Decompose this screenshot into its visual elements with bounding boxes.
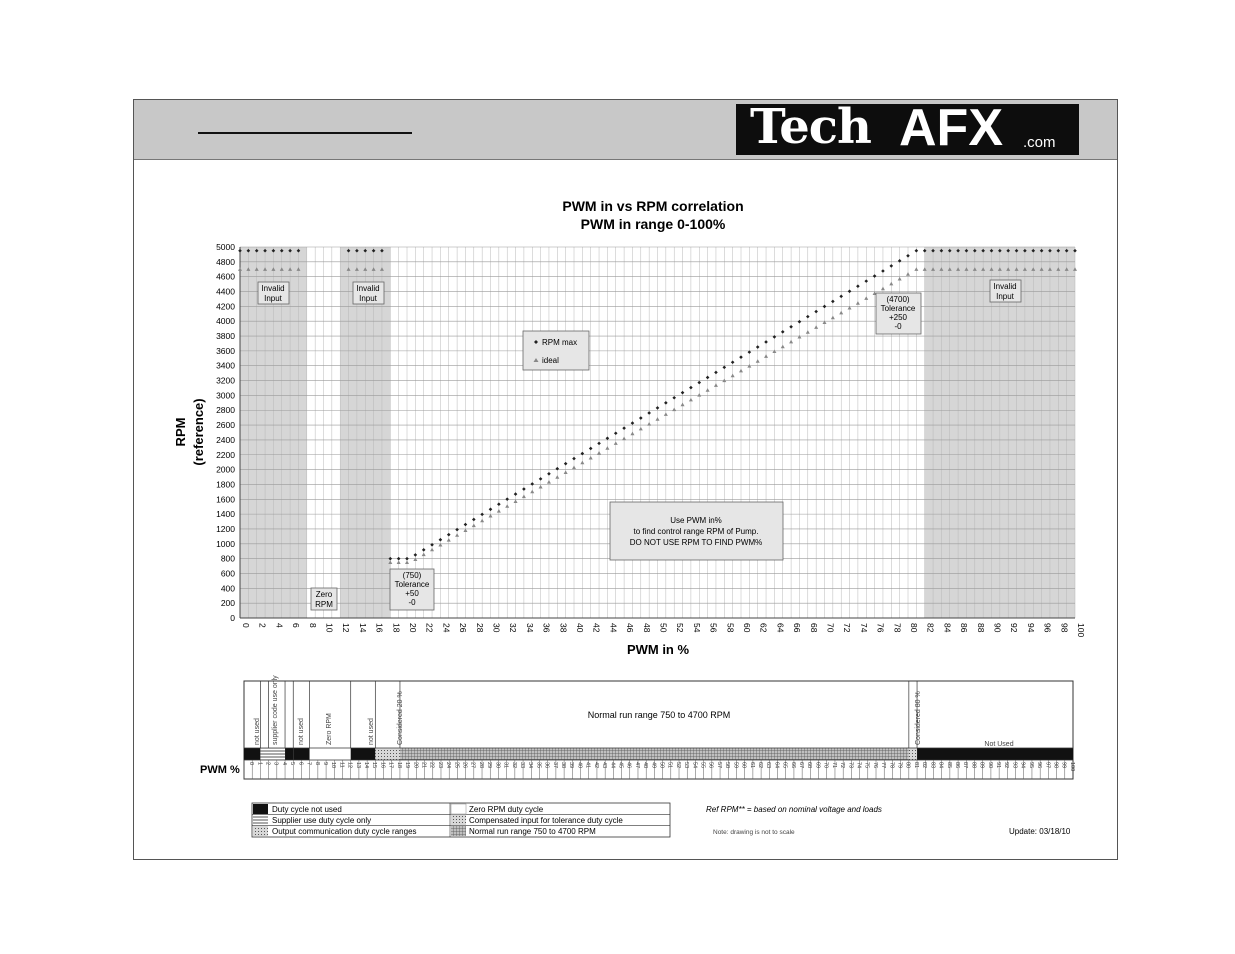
- pwm-cell-label: 48: [642, 762, 649, 769]
- pwm-cell-label: 32: [510, 762, 517, 769]
- pwm-cell-label: 38: [560, 762, 567, 769]
- x-tick-label: 42: [591, 623, 602, 633]
- x-tick-label: 20: [408, 623, 418, 633]
- y-tick-label: 3600: [216, 345, 235, 356]
- pwm-cell-label: 81: [912, 762, 919, 769]
- x-tick-label: 68: [808, 623, 819, 633]
- x-tick-label: 80: [909, 623, 919, 633]
- pwm-cell-label: 59: [732, 762, 739, 769]
- y-tick-label: 600: [220, 568, 235, 579]
- pwm-cell-label: 80: [904, 762, 911, 769]
- x-tick-label: 72: [842, 623, 853, 633]
- pwm-cell-label: 66: [789, 762, 796, 769]
- x-tick-label: 78: [892, 623, 903, 633]
- pwm-cell-label: 86: [953, 762, 960, 769]
- duty-band: [400, 748, 909, 760]
- pwm-cell-label: 68: [806, 762, 813, 769]
- duty-band: [351, 748, 376, 760]
- legend-label-rpm-max: RPM max: [542, 338, 578, 347]
- region-label-normal-run: Normal run range 750 to 4700 RPM: [587, 710, 731, 720]
- pwm-cell-label: 70: [822, 762, 829, 769]
- x-tick-label: 94: [1025, 623, 1036, 633]
- pwm-cell-label: 13: [354, 762, 361, 769]
- region-label-considered-80: Considered 80 %: [915, 691, 922, 745]
- legend-swatch-grid: [451, 826, 466, 836]
- update-date: Update: 03/18/10: [1009, 827, 1071, 836]
- chart-subtitle: PWM in range 0-100%: [580, 216, 726, 232]
- y-tick-label: 5000: [216, 242, 235, 252]
- pwm-cell-label: 50: [658, 762, 665, 769]
- region-label-not-used-1: not used: [254, 718, 261, 745]
- pwm-cell-label: 24: [445, 762, 452, 769]
- pwm-cell-label: 9: [321, 762, 328, 766]
- x-tick-label: 8: [307, 623, 318, 628]
- y-tick-label: 3800: [216, 331, 235, 342]
- annotation-text: -0: [408, 598, 416, 607]
- duty-band: [285, 748, 293, 760]
- x-tick-label: 100: [1076, 623, 1086, 638]
- pwm-cell-label: 29: [486, 762, 493, 769]
- pwm-cell-label: 28: [477, 762, 484, 769]
- pwm-cell-label: 65: [781, 762, 788, 769]
- annotation-usage-note: [610, 502, 783, 560]
- x-tick-label: 40: [575, 623, 585, 633]
- pwm-cell-label: 82: [921, 762, 928, 769]
- annotation-invalid-input-1: [258, 282, 289, 304]
- legend-swatch-dots: [253, 826, 268, 836]
- y-tick-label: 4800: [216, 256, 235, 267]
- region-label-supplier: supplier code use only: [272, 675, 279, 745]
- x-tick-label: 82: [925, 623, 936, 633]
- x-tick-label: 2: [257, 623, 268, 628]
- annotation-text: Invalid: [356, 284, 380, 293]
- pwm-cell-label: 89: [978, 762, 985, 769]
- pwm-cell-label: 75: [863, 762, 870, 769]
- pwm-cell-label: 41: [584, 762, 591, 769]
- x-tick-label: 88: [975, 623, 986, 633]
- x-tick-label: 74: [858, 623, 869, 633]
- region-label-not-used-3: not used: [368, 718, 375, 745]
- pwm-cell-label: 3: [272, 762, 279, 766]
- y-tick-label: 2000: [216, 464, 235, 475]
- pwm-cell-label: 37: [551, 762, 558, 769]
- region-label-not-used-2: not used: [298, 718, 305, 745]
- pwm-cell-label: 23: [436, 762, 443, 769]
- y-tick-label: 1000: [216, 538, 235, 549]
- pwm-cell-label: 12: [346, 762, 353, 769]
- x-tick-label: 84: [942, 623, 953, 633]
- pwm-cell-label: 63: [765, 762, 772, 769]
- annotation-zero-rpm: [311, 588, 337, 610]
- legend-label-ideal: ideal: [542, 356, 559, 365]
- y-tick-label: 1200: [216, 523, 235, 534]
- pwm-cell-label: 78: [888, 762, 895, 769]
- x-tick-label: 46: [625, 623, 636, 633]
- x-tick-label: 54: [691, 623, 702, 633]
- x-tick-label: 34: [524, 623, 535, 633]
- annotation-text: +50: [405, 589, 419, 598]
- pwm-cell-label: 11: [338, 762, 345, 768]
- x-tick-label: 36: [541, 623, 552, 633]
- pwm-cell-label: 69: [814, 762, 821, 769]
- annotation-tolerance-4700: [876, 293, 921, 334]
- y-tick-label: 4000: [216, 316, 235, 327]
- logo-text-suffix: .com: [1023, 134, 1056, 151]
- y-tick-label: 4400: [216, 286, 235, 297]
- pwm-cell-label: 46: [625, 762, 632, 769]
- pwm-cell-label: 67: [798, 762, 805, 769]
- x-tick-label: 90: [992, 623, 1003, 633]
- y-tick-label: 3000: [216, 390, 235, 401]
- x-tick-label: 0: [241, 623, 251, 628]
- x-tick-label: 48: [641, 623, 652, 633]
- annotation-text: Tolerance: [880, 304, 916, 313]
- pwm-cell-label: 42: [592, 762, 599, 769]
- x-tick-label: 64: [775, 623, 786, 633]
- duty-band: [293, 748, 309, 760]
- y-tick-label: 4200: [216, 301, 235, 312]
- pwm-cell-label: 20: [412, 762, 419, 769]
- legend-swatch-solid: [253, 804, 268, 814]
- y-axis-label-2: (reference): [191, 398, 206, 466]
- annotation-text: Zero: [315, 590, 333, 599]
- pwm-cell-label: 10: [330, 762, 337, 769]
- x-tick-label: 18: [391, 623, 402, 633]
- chart-title: PWM in vs RPM correlation: [562, 198, 744, 214]
- pwm-cell-label: 77: [880, 762, 887, 769]
- pwm-cell-label: 85: [945, 762, 952, 769]
- annotation-text: Invalid: [261, 284, 285, 293]
- pwm-cell-label: 79: [896, 762, 903, 769]
- pwm-cell-label: 64: [773, 762, 780, 769]
- pwm-cell-label: 22: [428, 762, 435, 769]
- pwm-cell-label: 72: [839, 762, 846, 769]
- legend-item-label: Supplier use duty cycle only: [272, 816, 372, 825]
- pwm-cell-label: 98: [1052, 762, 1059, 769]
- region-label-considered-20: Considered 20 %: [397, 691, 404, 745]
- pwm-cell-label: 60: [740, 762, 747, 769]
- legend-item-label: Zero RPM duty cycle: [469, 805, 544, 814]
- pwm-cell-label: 30: [494, 762, 501, 769]
- annotation-text: -0: [894, 322, 902, 331]
- legend-item-label: Compensated input for tolerance duty cycle: [469, 816, 623, 825]
- pwm-cell-label: 18: [395, 762, 402, 769]
- annotation-text: DO NOT USE RPM TO FIND PWM%: [629, 538, 763, 547]
- annotation-text: Input: [359, 294, 377, 303]
- x-tick-label: 56: [708, 623, 719, 633]
- pwm-cell-label: 92: [1003, 762, 1010, 769]
- pwm-cell-label: 51: [666, 762, 673, 769]
- pwm-cell-label: 87: [962, 762, 969, 769]
- pwm-cell-label: 96: [1036, 762, 1043, 769]
- x-tick-label: 86: [959, 623, 970, 633]
- pwm-cell-label: 44: [609, 762, 616, 769]
- x-tick-label: 32: [508, 623, 519, 633]
- y-tick-label: 2200: [216, 449, 235, 460]
- y-tick-label: 200: [220, 598, 235, 609]
- pwm-cell-label: 57: [715, 762, 722, 769]
- ref-rpm-note: Ref RPM** = based on nominal voltage and loads: [706, 805, 882, 814]
- pwm-cell-label: 39: [568, 762, 575, 769]
- x-tick-label: 50: [658, 623, 669, 633]
- legend-swatch-white: [451, 804, 466, 814]
- pwm-cell-label: 83: [929, 762, 936, 769]
- duty-band: [260, 748, 285, 760]
- legend-item-label: Output communication duty cycle ranges: [272, 827, 417, 836]
- x-tick-label: 58: [725, 623, 736, 633]
- x-axis-ticks: [241, 623, 1086, 637]
- pwm-cell-label: 49: [650, 762, 657, 769]
- pwm-cell-label: 53: [683, 762, 690, 769]
- pwm-row-label: PWM %: [200, 764, 240, 776]
- pwm-cell-label: 93: [1011, 762, 1018, 769]
- y-tick-label: 1600: [216, 494, 235, 505]
- duty-cycle-table: [200, 675, 1075, 779]
- pwm-cell-label: 1: [256, 762, 263, 766]
- pwm-cell-label: 4: [280, 762, 287, 766]
- pwm-cell-label: 17: [387, 762, 394, 769]
- pwm-cell-label: 91: [995, 762, 1002, 769]
- pwm-cell-label: 99: [1060, 762, 1067, 769]
- y-tick-label: 4600: [216, 271, 235, 282]
- pwm-cell-label: 33: [518, 762, 525, 769]
- x-tick-label: 12: [341, 623, 352, 633]
- annotation-text: Use PWM in%: [670, 516, 722, 525]
- y-tick-label: 800: [220, 553, 235, 564]
- duty-band: [917, 748, 1073, 760]
- y-tick-label: 0: [230, 613, 235, 623]
- pwm-cell-label: 62: [756, 762, 763, 769]
- pwm-cell-label: 84: [937, 762, 944, 769]
- x-tick-label: 60: [742, 623, 752, 633]
- y-axis-ticks: [216, 242, 235, 623]
- pwm-cell-label: 88: [970, 762, 977, 769]
- y-tick-label: 1800: [216, 479, 235, 490]
- x-tick-label: 14: [357, 623, 368, 633]
- annotation-text: Input: [264, 294, 282, 303]
- pwm-cell-label: 52: [674, 762, 681, 769]
- pwm-cell-label: 35: [535, 762, 542, 769]
- pwm-cell-label: 55: [699, 762, 706, 769]
- pwm-cell-label: 97: [1044, 762, 1051, 769]
- y-axis-label: RPM: [173, 417, 188, 447]
- pwm-cell-label: 15: [371, 762, 378, 769]
- pwm-cell-label: 7: [305, 762, 312, 766]
- pwm-cell-label: 21: [420, 762, 427, 769]
- pwm-cell-label: 58: [724, 762, 731, 769]
- x-tick-label: 44: [608, 623, 619, 633]
- x-tick-label: 52: [675, 623, 686, 633]
- pwm-cell-label: 76: [871, 762, 878, 769]
- pwm-cell-label: 94: [1019, 762, 1026, 769]
- annotation-text: +250: [888, 313, 908, 322]
- duty-band: [375, 748, 400, 760]
- x-tick-label: 22: [424, 623, 435, 633]
- y-tick-label: 2600: [216, 420, 235, 431]
- pwm-cell-label: 100: [1068, 762, 1075, 772]
- pwm-cell-label: 14: [363, 762, 370, 769]
- x-axis-label: PWM in %: [626, 642, 690, 657]
- pwm-cell-label: 40: [576, 762, 583, 769]
- pwm-cell-label: 8: [313, 762, 320, 766]
- duty-band: [244, 748, 260, 760]
- x-tick-label: 96: [1042, 623, 1053, 633]
- pwm-cell-label: 56: [707, 762, 714, 769]
- x-tick-label: 16: [374, 623, 385, 633]
- x-tick-label: 76: [875, 623, 886, 633]
- legend-swatch-dots: [451, 815, 466, 825]
- pwm-cell-label: 54: [691, 762, 698, 769]
- pwm-cell-label: 45: [617, 762, 624, 769]
- chart-legend: [523, 331, 589, 370]
- x-tick-label: 30: [491, 623, 502, 633]
- pwm-cell-label: 95: [1027, 762, 1034, 769]
- annotation-text: Tolerance: [394, 580, 430, 589]
- pwm-cell-label: 74: [855, 762, 862, 769]
- y-tick-label: 2800: [216, 405, 235, 416]
- pwm-cell-label: 25: [453, 762, 460, 769]
- pwm-cell-label: 0: [248, 762, 255, 766]
- y-tick-label: 3400: [216, 360, 235, 371]
- pwm-cell-label: 5: [289, 762, 296, 766]
- x-tick-label: 70: [825, 623, 836, 633]
- pwm-cell-label: 43: [601, 762, 608, 769]
- annotation-invalid-input-3: [990, 280, 1021, 302]
- y-tick-label: 1400: [216, 509, 235, 520]
- legend-swatch-hlines: [253, 815, 268, 825]
- scale-note: Note: drawing is not to scale: [713, 829, 795, 836]
- annotation-text: Invalid: [993, 282, 1017, 291]
- pwm-cell-label: 27: [469, 762, 476, 769]
- annotation-text: (4700): [886, 295, 910, 304]
- y-tick-label: 400: [220, 583, 235, 594]
- x-tick-label: 10: [324, 623, 335, 633]
- x-tick-label: 92: [1009, 623, 1020, 633]
- pwm-cell-label: 36: [543, 762, 550, 769]
- annotation-text: Input: [996, 292, 1014, 301]
- pwm-cell-label: 71: [830, 762, 837, 769]
- region-label-zero-rpm: Zero RPM: [326, 713, 333, 745]
- legend-item-label: Duty cycle not used: [272, 805, 342, 814]
- pwm-cell-label: 61: [748, 762, 755, 769]
- pwm-cell-label: 90: [986, 762, 993, 769]
- x-tick-label: 4: [274, 623, 285, 628]
- annotation-text: to find control range RPM of Pump.: [633, 527, 759, 536]
- pwm-cell-label: 73: [847, 762, 854, 769]
- region-label-not-used-4: Not Used: [984, 741, 1014, 748]
- x-tick-label: 98: [1059, 623, 1070, 633]
- annotation-invalid-input-2: [353, 282, 384, 304]
- pattern-legend-table: [252, 803, 670, 837]
- pwm-cell-label: 26: [461, 762, 468, 769]
- annotation-text: (750): [402, 571, 422, 580]
- y-tick-label: 3200: [216, 375, 235, 386]
- duty-band: [909, 748, 917, 760]
- pwm-cell-label: 2: [264, 762, 271, 766]
- x-tick-label: 28: [474, 623, 485, 633]
- pwm-cell-label: 47: [633, 762, 640, 769]
- logo-text-main: Tech: [750, 99, 871, 155]
- pwm-cell-label: 19: [404, 762, 411, 769]
- y-tick-label: 2400: [216, 434, 235, 445]
- legend-item-label: Normal run range 750 to 4700 RPM: [469, 827, 596, 836]
- x-tick-label: 6: [291, 623, 302, 628]
- x-tick-label: 38: [558, 623, 569, 633]
- x-tick-label: 24: [441, 623, 452, 633]
- duty-band: [310, 748, 351, 760]
- pwm-cell-label: 16: [379, 762, 386, 769]
- x-tick-label: 66: [792, 623, 803, 633]
- pwm-cell-label: 34: [527, 762, 534, 769]
- x-tick-label: 26: [458, 623, 469, 633]
- pwm-cell-label: 6: [297, 762, 304, 766]
- x-tick-label: 62: [758, 623, 769, 633]
- annotation-tolerance-750: [390, 569, 434, 610]
- annotation-text: RPM: [315, 600, 333, 609]
- logo-text-bold: AFX: [899, 99, 1003, 157]
- pwm-cell-label: 31: [502, 762, 509, 769]
